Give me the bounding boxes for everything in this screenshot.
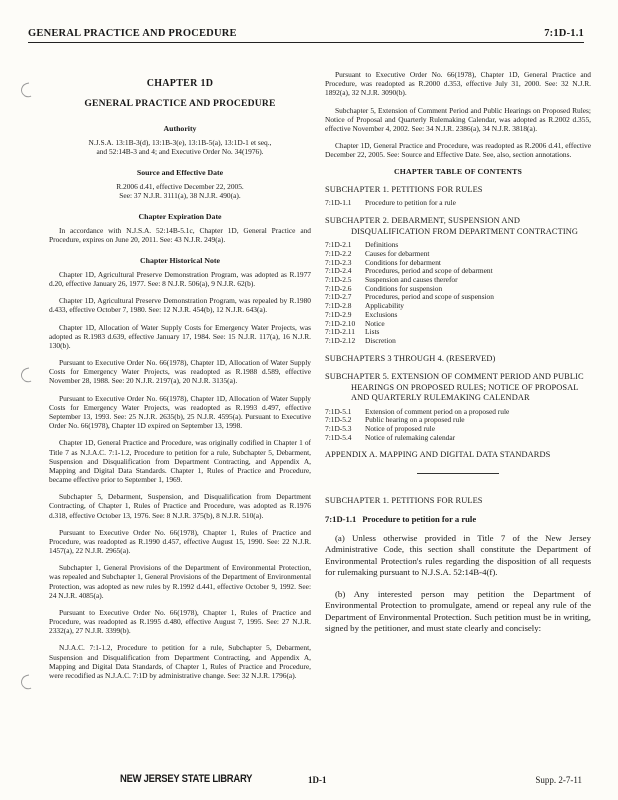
toc-entry-label: Suspension and causes therefor: [365, 274, 458, 284]
history-paragraph: Pursuant to Executive Order No. 66(1978), Chapter 1D, General Practice and Procedure, was readopted as R.2000 d.353, effective July 31, 2000. See: 32 N.J.R. 1892(a), 32 N.J.R. 3090(b).: [325, 70, 591, 98]
section-divider: [417, 473, 499, 474]
history-paragraph: Chapter 1D, General Practice and Procedure, was originally codified in Chapter 1 of Title 7 as N.J.A.C. 7:1-1.2, Procedure to petition for a rule, Subchapter 5, Debarment, Suspension and Disqualification from Department Contracting, and Appendix A, Mapping and Digital Data Standards. Chapter 1, Rules of Practice and Procedure, became effective prior to September 1, 1969.: [49, 438, 311, 485]
toc-subchapter: SUBCHAPTER 2. DEBARMENT, SUSPENSION AND DISQUALIFICATION FROM DEPARTMENT CONTRACTING: [325, 216, 579, 236]
chapter-number: CHAPTER 1D: [146, 78, 214, 89]
history-paragraph: Chapter 1D, General Practice and Procedure, was readopted as R.2006 d.41, effective December 22, 2005. See: Source and Effective Date. See, also, section annotations.: [325, 141, 591, 160]
toc-entry-number: 7:1D-5.4: [325, 432, 352, 442]
history-heading: Chapter Historical Note: [140, 256, 220, 266]
section-title: Procedure to petition for a rule: [362, 514, 477, 525]
toc-entry[interactable]: [325, 434, 591, 443]
history-paragraph: N.J.A.C. 7:1-1.2, Procedure to petition for a rule, Subchapter 5, Debarment, Suspension and Disqualification from Department Contracting, and Appendix A, Mapping and Digital Data Standards, of Chapter 1, Rules of Practice and Procedure, were recodified as N.J.A.C. 7:1D by administrative change. See: 32 N.J.R. 1796(a).: [49, 643, 311, 680]
toc-entry-number: 7:1D-2.8: [325, 301, 352, 311]
running-head-title: GENERAL PRACTICE AND PROCEDURE: [28, 28, 237, 39]
punch-hole-mark: [15, 672, 35, 692]
toc-heading: CHAPTER TABLE OF CONTENTS: [393, 167, 523, 177]
toc-entry-number: 7:1D-2.10: [325, 318, 356, 328]
toc-entry-label: Public hearing on a proposed rule: [365, 415, 465, 425]
toc-entry-label: Causes for debarment: [365, 248, 430, 258]
toc-entry-label: Applicability: [365, 301, 404, 311]
toc-appendix: APPENDIX A. MAPPING AND DIGITAL DATA STANDARDS: [325, 450, 551, 460]
library-stamp: NEW JERSEY STATE LIBRARY: [120, 773, 253, 785]
expiration-text: In accordance with N.J.S.A. 52:14B-5.1c, Chapter 1D, General Practice and Procedure, expires on June 20, 2011. See: 43 N.J.R. 249(a).: [49, 225, 311, 245]
toc-entry-label: Extension of comment period on a proposed rule: [365, 406, 510, 416]
toc-entry-number: 7:1D-5.3: [325, 424, 352, 433]
history-paragraph: Chapter 1D, Agricultural Preserve Demonstration Program, was adopted as R.1977 d.20, effective January 26, 1977. See: 8 N.J.R. 506(a), 9 N.J.R. 62(b).: [49, 269, 311, 289]
history-paragraph: Pursuant to Executive Order No. 66(1978), Chapter 1D, Allocation of Water Supply Costs for Emergency Water Projects, was readopted as R.1988 d.589, effective November 28, 1988. See: 20 N.J.R. 2197(a), 20 N.J.R. 3135(a).: [49, 358, 311, 386]
left-column: [49, 70, 311, 688]
toc-entry-label: Notice: [365, 318, 385, 328]
toc-entry[interactable]: [325, 199, 591, 208]
section-number: 7:1D-1.1: [325, 514, 357, 525]
history-paragraph: Subchapter 5, Debarment, Suspension, and Disqualification from Department Contracting, of Chapter 1, Rules of Practice and Procedure, was adopted as R.1976 d.318, effective October 13, 1976. See: 8 N.J.R. 375(b), 8 N.J.R. 510(a).: [49, 492, 311, 520]
chapter-title: GENERAL PRACTICE AND PROCEDURE: [84, 98, 276, 110]
page-number: 1D-1: [308, 775, 327, 785]
source-heading: Source and Effective Date: [136, 168, 224, 178]
toc-entry-number: 7:1D-2.6: [325, 283, 352, 293]
history-paragraph: Chapter 1D, Agricultural Preserve Demonstration Program, was repealed by R.1980 d.433, effective October 7, 1980. See: 12 N.J.R. 454(b), 12 N.J.R. 643(a).: [49, 296, 311, 315]
toc-entry-number: 7:1D-2.4: [325, 266, 352, 276]
toc-entry-label: Conditions for suspension: [365, 283, 443, 293]
section-paragraph: (a) Unless otherwise provided in Title 7 of the New Jersey Administrative Code, this section shall constitute the Department of Environmental Protection's rules regarding the disposition of all requests for rulemaking pursuant to N.J.S.A. 52:14B-4(f).: [325, 532, 591, 578]
toc-entry-label: Discretion: [365, 336, 396, 346]
section-paragraph: (b) Any interested person may petition the Department of Environmental Protection to promulgate, amend or repeal any rule of the Department of Environmental Protection. Such petition must be in writing, signed by the petitioner, and must state clearly and concisely:: [325, 588, 591, 633]
supplement-date: Supp. 2-7-11: [535, 775, 582, 785]
section-heading: [325, 514, 591, 525]
authority-heading: Authority: [163, 124, 197, 134]
toc-entry[interactable]: [325, 337, 591, 346]
toc-entry-number: 7:1D-5.2: [325, 415, 352, 425]
toc-subchapter: SUBCHAPTERS 3 THROUGH 4. (RESERVED): [325, 353, 496, 363]
running-head-section: 7:1D-1.1: [544, 28, 584, 39]
toc-entry-number: 7:1D-2.3: [325, 257, 352, 267]
history-paragraph: Pursuant to Executive Order No. 66(1978), Chapter 1D, Allocation of Water Supply Costs for Emergency Water Projects, was readopted as R.1993 d.497, effective September 13, 1993. See: 25 N.J.R. 2635(b), 25 N.J.R. 4595(a). Pursuant to Executive Order No. 66(1978), Chapter 1D expired on September 13, 1998.: [49, 393, 311, 431]
toc-entry-number: 7:1D-5.1: [325, 406, 352, 416]
history-paragraph: Subchapter 1, General Provisions of the Department of Environmental Protection, was repealed and Subchapter 1, General Provisions of the Department of Environmental Protection, was adopted as new rules by R.1992 d.441, effective October 9, 1992. See: 24 N.J.R. 4085(a).: [49, 563, 311, 600]
toc-subchapter: SUBCHAPTER 1. PETITIONS FOR RULES: [325, 185, 483, 195]
history-paragraph: Pursuant to Executive Order No. 66(1978), Chapter 1, Rules of Practice and Procedure, was readopted as R.1990 d.457, effective August 15, 1990. See: 22 N.J.R. 1457(a), 22 N.J.R. 2965(a).: [49, 527, 311, 556]
toc-entry-label: Lists: [365, 327, 380, 337]
toc-entry-number: 7:1D-2.12: [325, 336, 356, 346]
toc-entry-number: 7:1D-2.2: [325, 248, 352, 258]
toc-subchapter: SUBCHAPTER 5. EXTENSION OF COMMENT PERIOD AND PUBLIC HEARINGS ON PROPOSED RULES; NOTICE OF PROPOSAL AND QUARTERLY RULEMAKING CALENDAR: [325, 372, 584, 403]
toc-entry-number: 7:1D-2.5: [325, 274, 352, 284]
toc-entry-label: Conditions for debarment: [365, 257, 441, 267]
toc-entry-number: 7:1D-1.1: [325, 198, 352, 208]
history-paragraph: Pursuant to Executive Order No. 66(1978), Chapter 1, Rules of Practice and Procedure, was readopted as R.1995 d.480, effective August 7, 1995. See: 27 N.J.R. 2332(a), 27 N.J.R. 3399(b).: [49, 607, 311, 636]
history-paragraph: Subchapter 5, Extension of Comment Period and Public Hearings on Proposed Rules; Notice of Proposal and Quarterly Rulemaking Calendar, was adopted as R.2002 d.355, effective November 4, 2002. See: 34 N.J.R. 2386(a), 34 N.J.R. 3818(a).: [325, 105, 591, 133]
toc-entry-number: 7:1D-2.11: [325, 327, 355, 337]
punch-hole-mark: [15, 80, 35, 100]
toc-entry-label: Procedures, period and scope of suspension: [365, 292, 494, 302]
toc-entry-label: Definitions: [365, 240, 399, 250]
toc-entry-label: Exclusions: [365, 309, 398, 319]
toc-entry-number: 7:1D-2.7: [325, 292, 352, 302]
punch-hole-mark: [15, 365, 35, 385]
source-line: See: 37 N.J.R. 3111(a), 38 N.J.R. 490(a).: [119, 191, 241, 201]
toc-entry-label: Notice of rulemaking calendar: [365, 432, 456, 442]
toc-entry-label: Procedures, period and scope of debarment: [365, 266, 493, 276]
toc-entry-number: 7:1D-2.9: [325, 309, 352, 319]
page-footer: [120, 773, 582, 789]
authority-line: and 52:14B-3 and 4; and Executive Order No. 34(1976).: [96, 147, 264, 157]
table-of-contents: [325, 185, 591, 461]
history-paragraph: Chapter 1D, Allocation of Water Supply Costs for Emergency Water Projects, was adopted as R.1983 d.639, effective January 17, 1984. See: 15 N.J.R. 117(a), 16 N.J.R. 130(b).: [49, 322, 311, 350]
subchapter-title: SUBCHAPTER 1. PETITIONS FOR RULES: [325, 495, 483, 505]
toc-entry-number: 7:1D-2.1: [325, 240, 352, 250]
authority-line: N.J.S.A. 13:1B-3(d), 13:1B-3(e), 13:1B-5(a), 13:1D-1 et seq.,: [88, 137, 272, 147]
source-line: R.2006 d.41, effective December 22, 2005.: [116, 181, 244, 191]
right-column: [325, 70, 591, 644]
running-head: [28, 22, 584, 43]
toc-entry-label: Notice of proposed rule: [365, 424, 435, 433]
toc-entry-label: Procedure to petition for a rule: [365, 198, 456, 208]
expiration-heading: Chapter Expiration Date: [138, 212, 222, 222]
